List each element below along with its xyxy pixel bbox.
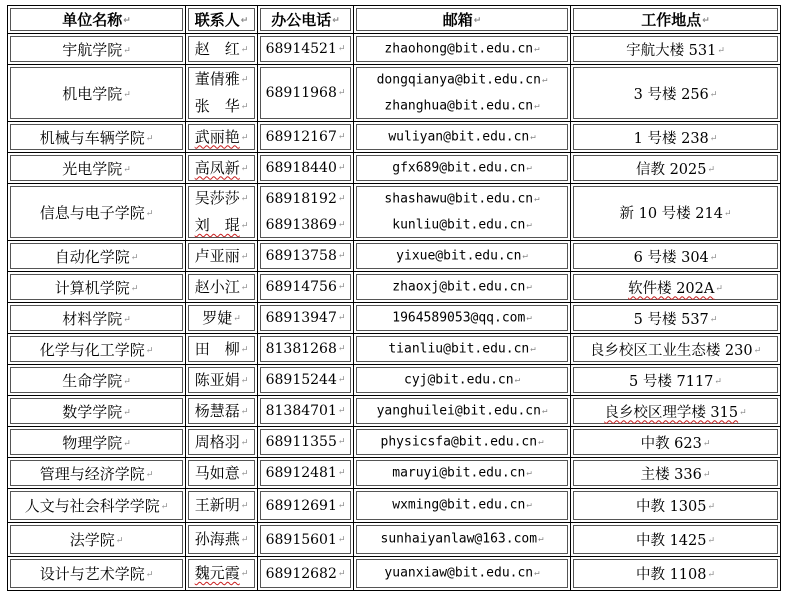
- contact-name: 孙海燕: [194, 530, 240, 548]
- location-text: 6 号楼 304: [633, 249, 709, 266]
- location-text: 良乡校区工业生态楼 230: [589, 342, 753, 359]
- cell-contact: [186, 396, 258, 427]
- paragraph-mark-icon: ↵: [240, 569, 249, 579]
- cell-location: [571, 122, 781, 153]
- cell-email: [354, 427, 571, 458]
- contact-name: 刘 琨: [194, 216, 240, 234]
- paragraph-mark-icon: ↵: [240, 132, 249, 143]
- table-row: [8, 523, 781, 557]
- cell-phone: [258, 184, 354, 241]
- paragraph-mark-icon: ↵: [526, 312, 532, 323]
- cell-contact: [186, 184, 258, 241]
- unit-name: 材料学院: [62, 309, 123, 328]
- cell-contact: [186, 303, 258, 334]
- cell-contact: [186, 65, 258, 122]
- cell-phone: [258, 458, 354, 489]
- paragraph-mark-icon: ↵: [337, 344, 346, 354]
- cell-location: [571, 365, 781, 396]
- cell-phone: [258, 427, 354, 458]
- contact-name: 吴莎莎: [194, 189, 240, 207]
- unit-name: 数学学院: [62, 402, 123, 421]
- cell-location: [571, 303, 781, 334]
- paragraph-mark-icon: ↵: [530, 131, 536, 142]
- paragraph-mark-icon: ↵: [240, 163, 249, 174]
- contact-name: 赵 红: [194, 39, 240, 58]
- paragraph-mark-icon: ↵: [240, 468, 249, 479]
- paragraph-mark-icon: ↵: [337, 220, 346, 230]
- email-address: zhaoxj@bit.edu.cn: [392, 279, 526, 295]
- cell-contact: [186, 427, 258, 458]
- table-row: [8, 396, 781, 427]
- phone-number: 81381268: [265, 341, 337, 357]
- location-text: 信教 2025: [635, 161, 707, 178]
- header-email: 邮箱↵: [354, 6, 571, 34]
- paragraph-mark-icon: ↵: [123, 314, 131, 325]
- unit-name: 机械与车辆学院: [39, 128, 145, 147]
- paragraph-mark-icon: ↵: [709, 89, 718, 100]
- contact-name: 武丽艳: [194, 127, 240, 146]
- cell-phone: [258, 272, 354, 303]
- cell-contact: [186, 458, 258, 489]
- email-address: wxming@bit.edu.cn: [392, 497, 526, 513]
- contact-name: 马如意: [194, 463, 240, 482]
- email-address: zhanghua@bit.edu.cn: [384, 98, 534, 114]
- table-body: [8, 34, 781, 591]
- paragraph-mark-icon: ↵: [723, 208, 732, 219]
- contact-name: 杨慧磊: [194, 401, 240, 420]
- table-row: [8, 122, 781, 153]
- paragraph-mark-icon: ↵: [337, 500, 346, 511]
- paragraph-mark-icon: ↵: [739, 407, 747, 418]
- paragraph-mark-icon: ↵: [715, 283, 723, 294]
- table-row: [8, 241, 781, 272]
- unit-name: 管理与经济学院: [39, 464, 145, 483]
- table-row: [8, 427, 781, 458]
- paragraph-mark-icon: ↵: [240, 221, 249, 231]
- cell-phone: [258, 303, 354, 334]
- contact-name: 赵小江: [194, 277, 240, 296]
- table-row: [8, 65, 781, 122]
- cell-email: [354, 523, 571, 557]
- paragraph-mark-icon: ↵: [522, 250, 528, 261]
- paragraph-mark-icon: ↵: [337, 468, 346, 478]
- contact-table: [7, 5, 781, 591]
- cell-contact: [186, 365, 258, 396]
- location-text: 中教 1305: [635, 499, 707, 515]
- cell-phone: [258, 241, 354, 272]
- paragraph-mark-icon: ↵: [534, 101, 540, 111]
- cell-unit: [8, 523, 186, 557]
- table-row: [8, 489, 781, 523]
- paragraph-mark-icon: ↵: [130, 283, 139, 294]
- cell-email: [354, 184, 571, 241]
- unit-name: 信息与电子学院: [39, 203, 145, 222]
- paragraph-mark-icon: ↵: [541, 405, 548, 416]
- paragraph-mark-icon: ↵: [541, 74, 548, 85]
- phone-number: 68911968: [265, 85, 337, 101]
- paragraph-mark-icon: ↵: [707, 570, 716, 580]
- paragraph-mark-icon: ↵: [240, 535, 249, 545]
- cell-contact: [186, 557, 258, 591]
- email-address: kunliu@bit.edu.cn: [392, 217, 526, 233]
- paragraph-mark-icon: ↵: [240, 44, 249, 55]
- table-row: [8, 153, 781, 184]
- cell-phone: [258, 65, 354, 122]
- unit-name: 生命学院: [62, 371, 123, 390]
- contact-name: 张 华: [194, 97, 240, 115]
- paragraph-mark-icon: ↵: [337, 251, 346, 261]
- cell-location: [571, 489, 781, 523]
- location-text: 1 号楼 238: [633, 130, 709, 147]
- cell-location: [571, 334, 781, 365]
- header-phone: 办公电话↵: [258, 6, 354, 34]
- cell-email: [354, 65, 571, 122]
- paragraph-mark-icon: ↵: [123, 438, 131, 449]
- paragraph-mark-icon: ↵: [707, 502, 716, 512]
- unit-name: 自动化学院: [54, 247, 130, 266]
- cell-unit: [8, 65, 186, 122]
- cell-phone: [258, 365, 354, 396]
- cell-location: [571, 272, 781, 303]
- unit-name: 人文与社会科学学院: [24, 497, 160, 515]
- paragraph-mark-icon: ↵: [123, 45, 131, 56]
- paragraph-mark-icon: ↵: [123, 407, 131, 418]
- cell-email: [354, 272, 571, 303]
- cell-unit: [8, 184, 186, 241]
- phone-number: 68914521: [265, 41, 337, 57]
- cell-contact: [186, 334, 258, 365]
- cell-email: [354, 458, 571, 489]
- paragraph-mark-icon: ↵: [337, 437, 346, 447]
- paragraph-mark-icon: ↵: [240, 437, 249, 448]
- location-text: 5 号楼 537: [633, 311, 709, 328]
- paragraph-mark-icon: ↵: [240, 282, 249, 293]
- cell-unit: [8, 122, 186, 153]
- location-text: 主楼 336: [640, 466, 702, 483]
- unit-name: 计算机学院: [54, 278, 130, 297]
- phone-number: 68912691: [265, 497, 337, 514]
- cell-email: [354, 365, 571, 396]
- cell-location: [571, 427, 781, 458]
- paragraph-mark-icon: ↵: [530, 343, 536, 354]
- email-address: shashawu@bit.edu.cn: [384, 191, 534, 206]
- paragraph-mark-icon: ↵: [123, 164, 131, 175]
- paragraph-mark-icon: ↵: [115, 536, 124, 546]
- paragraph-mark-icon: ↵: [240, 75, 249, 85]
- unit-name: 物理学院: [62, 433, 123, 452]
- table-row: [8, 365, 781, 396]
- cell-location: [571, 65, 781, 122]
- cell-phone: [258, 122, 354, 153]
- cell-email: [354, 334, 571, 365]
- paragraph-mark-icon: ↵: [709, 314, 718, 325]
- cell-contact: [186, 241, 258, 272]
- phone-number: 68911355: [265, 434, 337, 450]
- location-text: 中教 1425: [635, 533, 707, 549]
- cell-email: [354, 241, 571, 272]
- paragraph-mark-icon: ↵: [526, 500, 532, 511]
- email-address: zhaohong@bit.edu.cn: [384, 41, 534, 57]
- cell-location: [571, 241, 781, 272]
- paragraph-mark-icon: ↵: [240, 375, 249, 386]
- cell-phone: [258, 34, 354, 65]
- cell-location: [571, 523, 781, 557]
- cell-email: [354, 34, 571, 65]
- email-address: wuliyan@bit.edu.cn: [388, 129, 530, 145]
- cell-unit: [8, 241, 186, 272]
- paragraph-mark-icon: ↵: [145, 345, 154, 356]
- paragraph-mark-icon: ↵: [240, 194, 249, 204]
- location-text: 良乡校区理学楼 315: [604, 404, 739, 421]
- phone-number: 68918440: [265, 160, 337, 176]
- phone-number: 68913947: [265, 310, 337, 326]
- paragraph-mark-icon: ↵: [130, 252, 139, 263]
- cell-email: [354, 303, 571, 334]
- paragraph-mark-icon: ↵: [526, 281, 532, 292]
- paragraph-mark-icon: ↵: [240, 102, 249, 112]
- contact-name: 董倩雅: [194, 70, 240, 88]
- phone-number: 68912167: [265, 129, 337, 145]
- cell-contact: [186, 122, 258, 153]
- header-row: [8, 6, 781, 34]
- contact-name: 王新明: [194, 496, 240, 514]
- cell-unit: [8, 334, 186, 365]
- location-text: 中教 1108: [635, 567, 707, 583]
- cell-unit: [8, 272, 186, 303]
- paragraph-mark-icon: ↵: [337, 282, 346, 292]
- table-row: [8, 272, 781, 303]
- phone-number: 81384701: [265, 403, 337, 419]
- paragraph-mark-icon: ↵: [534, 193, 540, 204]
- paragraph-mark-icon: ↵: [240, 406, 249, 417]
- contact-name: 田 柳: [194, 339, 240, 358]
- paragraph-mark-icon: ↵: [240, 251, 249, 262]
- paragraph-mark-icon: ↵: [145, 133, 154, 144]
- paragraph-mark-icon: ↵: [240, 344, 249, 355]
- paragraph-mark-icon: ↵: [123, 89, 131, 100]
- cell-email: [354, 489, 571, 523]
- phone-number: 68913758: [265, 248, 337, 264]
- cell-unit: [8, 489, 186, 523]
- cell-unit: [8, 557, 186, 591]
- email-address: 1964589053@qq.com: [392, 310, 526, 326]
- paragraph-mark-icon: ↵: [702, 438, 711, 449]
- cell-contact: [186, 523, 258, 557]
- table-row: [8, 303, 781, 334]
- location-text: 新 10 号楼 214: [619, 205, 723, 222]
- phone-number: 68918192: [265, 191, 337, 207]
- paragraph-mark-icon: ↵: [337, 194, 346, 204]
- phone-number: 68912481: [265, 465, 337, 481]
- unit-name: 宇航学院: [62, 40, 123, 59]
- table-row: [8, 184, 781, 241]
- paragraph-mark-icon: ↵: [707, 536, 716, 546]
- contact-name: 高凤新: [194, 158, 240, 177]
- paragraph-mark-icon: ↵: [538, 436, 544, 447]
- cell-location: [571, 396, 781, 427]
- contact-name: 卢亚丽: [194, 246, 240, 265]
- paragraph-mark-icon: ↵: [526, 220, 532, 230]
- email-address: physicsfa@bit.edu.cn: [380, 434, 538, 450]
- table-row: [8, 34, 781, 65]
- contact-name: 周格羽: [194, 432, 240, 451]
- location-text: 5 号楼 7117: [629, 373, 714, 390]
- cell-unit: [8, 34, 186, 65]
- email-address: dongqianya@bit.edu.cn: [376, 72, 541, 87]
- cell-location: [571, 184, 781, 241]
- email-address: yanghuilei@bit.edu.cn: [376, 403, 541, 419]
- paragraph-mark-icon: ↵: [702, 469, 711, 480]
- header-location: 工作地点↵: [571, 6, 781, 34]
- location-text: 3 号楼 256: [633, 86, 709, 103]
- paragraph-mark-icon: ↵: [526, 162, 532, 173]
- cell-contact: [186, 34, 258, 65]
- phone-number: 68914756: [265, 279, 337, 295]
- paragraph-mark-icon: ↵: [160, 502, 169, 512]
- paragraph-mark-icon: ↵: [233, 313, 241, 324]
- cell-contact: [186, 272, 258, 303]
- paragraph-mark-icon: ↵: [707, 164, 716, 175]
- header-unit: 单位名称↵: [8, 6, 186, 34]
- paragraph-mark-icon: ↵: [337, 568, 346, 579]
- cell-unit: [8, 396, 186, 427]
- paragraph-mark-icon: ↵: [145, 208, 154, 219]
- location-text: 中教 623: [640, 435, 702, 452]
- paragraph-mark-icon: ↵: [337, 375, 346, 385]
- contact-name: 陈亚娟: [194, 370, 240, 389]
- cell-phone: [258, 489, 354, 523]
- unit-name: 设计与艺术学院: [39, 565, 145, 583]
- paragraph-mark-icon: ↵: [534, 568, 540, 579]
- cell-phone: [258, 523, 354, 557]
- cell-email: [354, 122, 571, 153]
- paragraph-mark-icon: ↵: [240, 501, 249, 511]
- email-address: gfx689@bit.edu.cn: [392, 160, 526, 176]
- cell-phone: [258, 396, 354, 427]
- contact-name: 罗婕: [202, 308, 233, 327]
- email-address: sunhaiyanlaw@163.com: [380, 531, 538, 547]
- email-address: tianliu@bit.edu.cn: [388, 341, 530, 357]
- paragraph-mark-icon: ↵: [337, 44, 346, 54]
- paragraph-mark-icon: ↵: [526, 467, 532, 478]
- contact-name: 魏元霞: [194, 564, 240, 582]
- phone-number: 68912682: [265, 565, 337, 582]
- paragraph-mark-icon: ↵: [123, 376, 131, 387]
- paragraph-mark-icon: ↵: [337, 534, 346, 545]
- phone-number: 68915244: [265, 372, 337, 388]
- cell-unit: [8, 365, 186, 396]
- location-text: 宇航大楼 531: [626, 42, 717, 59]
- unit-name: 光电学院: [62, 159, 123, 178]
- cell-email: [354, 153, 571, 184]
- table-row: [8, 557, 781, 591]
- paragraph-mark-icon: ↵: [337, 132, 346, 142]
- paragraph-mark-icon: ↵: [714, 376, 722, 387]
- paragraph-mark-icon: ↵: [337, 406, 346, 416]
- paragraph-mark-icon: ↵: [145, 469, 154, 480]
- unit-name: 机电学院: [62, 84, 123, 103]
- phone-number: 68915601: [265, 531, 337, 548]
- unit-name: 法学院: [69, 531, 115, 549]
- paragraph-mark-icon: ↵: [538, 534, 544, 545]
- cell-email: [354, 396, 571, 427]
- paragraph-mark-icon: ↵: [534, 43, 540, 54]
- paragraph-mark-icon: ↵: [514, 374, 520, 385]
- cell-location: [571, 458, 781, 489]
- cell-phone: [258, 153, 354, 184]
- cell-phone: [258, 334, 354, 365]
- cell-unit: [8, 153, 186, 184]
- table-row: [8, 334, 781, 365]
- paragraph-mark-icon: ↵: [337, 313, 346, 323]
- cell-location: [571, 557, 781, 591]
- location-text: 软件楼 202A: [628, 280, 715, 297]
- paragraph-mark-icon: ↵: [337, 88, 346, 98]
- phone-number: 68913869: [265, 217, 337, 233]
- header-contact: 联系人↵: [186, 6, 258, 34]
- cell-unit: [8, 427, 186, 458]
- cell-unit: [8, 458, 186, 489]
- cell-contact: [186, 489, 258, 523]
- paragraph-mark-icon: ↵: [709, 133, 718, 144]
- email-address: yixue@bit.edu.cn: [396, 248, 522, 264]
- paragraph-mark-icon: ↵: [337, 163, 346, 173]
- cell-unit: [8, 303, 186, 334]
- cell-location: [571, 34, 781, 65]
- unit-name: 化学与化工学院: [39, 340, 145, 359]
- email-address: maruyi@bit.edu.cn: [392, 465, 526, 481]
- email-address: cyj@bit.edu.cn: [404, 372, 514, 388]
- paragraph-mark-icon: ↵: [145, 570, 154, 580]
- paragraph-mark-icon: ↵: [753, 345, 762, 356]
- cell-contact: [186, 153, 258, 184]
- cell-location: [571, 153, 781, 184]
- email-address: yuanxiaw@bit.edu.cn: [384, 565, 534, 581]
- cell-phone: [258, 557, 354, 591]
- cell-email: [354, 557, 571, 591]
- table-row: [8, 458, 781, 489]
- paragraph-mark-icon: ↵: [717, 45, 725, 56]
- paragraph-mark-icon: ↵: [709, 252, 718, 263]
